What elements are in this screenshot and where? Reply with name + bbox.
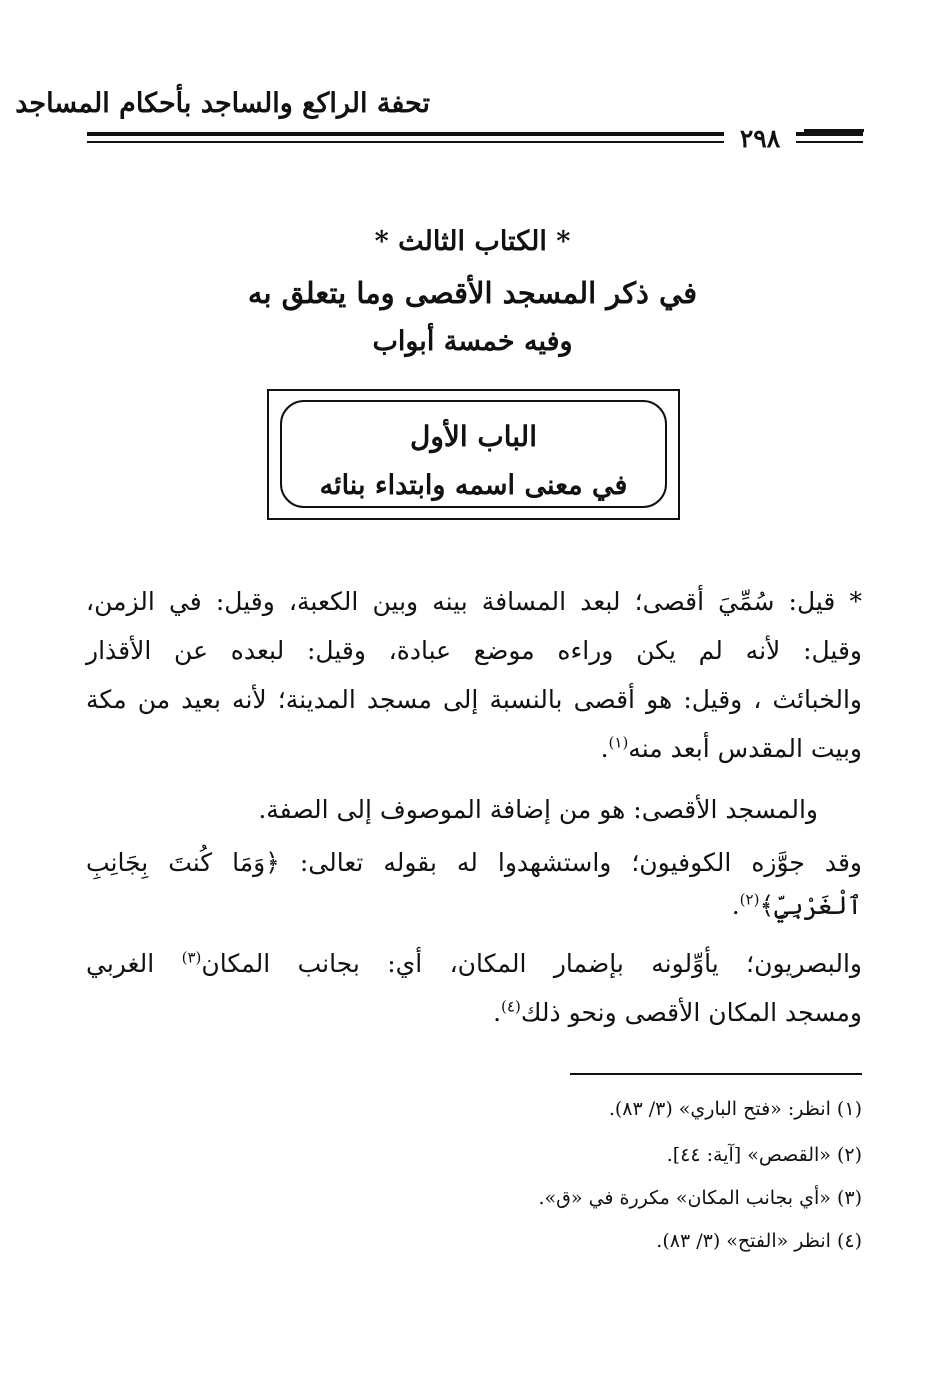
header-ornament-bar xyxy=(804,129,864,132)
paragraph-3-line-2 xyxy=(86,881,862,930)
running-title: تحفة الراكع والساجد بأحكام المساجد xyxy=(15,88,430,119)
chapter-title: الباب الأول xyxy=(409,420,537,453)
sentence-period: . xyxy=(600,734,609,763)
footnote-ref-3: (٣) xyxy=(181,948,202,967)
paragraph-4-text-a: والبصريون؛ يأوِّلونه بإضمار المكان، أي: بجانب المكان xyxy=(201,949,862,978)
sentence-period: . xyxy=(731,891,740,920)
footnote-separator xyxy=(570,1073,862,1075)
footnote-1: (١) انظر: «فتح الباري» (٣/ ٨٣). xyxy=(608,1098,862,1120)
paragraph-4-text-end: ومسجد المكان الأقصى ونحو ذلك xyxy=(520,998,862,1027)
paragraph-1-text-end: وبيت المقدس أبعد منه xyxy=(628,734,862,763)
footnote-ref-4: (٤) xyxy=(501,997,521,1016)
paragraph-4-line-2 xyxy=(86,988,862,1037)
book-subject: في ذكر المسجد الأقصى وما يتعلق به xyxy=(247,276,698,310)
paragraph-4-line-1 xyxy=(86,939,862,988)
footnote-2: (٢) «القصص» [آية: ٤٤]. xyxy=(666,1144,862,1166)
quran-verse-end: ٱلْغَرْبِيِّ﴾ xyxy=(759,891,862,920)
chapter-subtitle: في معنى اسمه وابتداء بنائه xyxy=(319,470,628,501)
paragraph-1-line-1: * قيل: سُمِّيَ أقصى؛ لبعد المسافة بينه وبين الكعبة، وقيل: في الزمن، xyxy=(86,587,862,616)
chapter-title-inner-frame xyxy=(280,400,667,508)
paragraph-3-line-1: وقد جوَّزه الكوفيون؛ واستشهدوا له بقوله تعالى: ﴿وَمَا كُنتَ بِجَانِبِ xyxy=(86,848,862,877)
paragraph-1-line-2: وقيل: لأنه لم يكن وراءه موضع عبادة، وقيل: لبعده عن الأقذار xyxy=(86,636,862,665)
footnote-4: (٤) انظر «الفتح» (٣/ ٨٣). xyxy=(656,1230,862,1252)
sentence-period: . xyxy=(493,998,502,1027)
paragraph-4-text-b: الغربي xyxy=(86,949,182,978)
paragraph-2: والمسجد الأقصى: هو من إضافة الموصوف إلى الصفة. xyxy=(258,795,818,824)
footnote-ref-1: (١) xyxy=(608,733,629,752)
paragraph-1-line-4 xyxy=(86,724,862,773)
footnote-ref-2: (٢) xyxy=(739,890,760,909)
chapter-title-box xyxy=(267,389,680,520)
footnote-3: (٣) «أي بجانب المكان» مكررة في «ق». xyxy=(538,1187,862,1209)
book-heading: * الكتاب الثالث * xyxy=(374,226,571,257)
paragraph-1-line-3: والخبائث ، وقيل: هو أقصى بالنسبة إلى مسجد المدينة؛ لأنه بعيد من مكة xyxy=(86,685,862,714)
book-contents: وفيه خمسة أبواب xyxy=(372,326,573,357)
page-number: ٢٩٨ xyxy=(724,122,796,156)
